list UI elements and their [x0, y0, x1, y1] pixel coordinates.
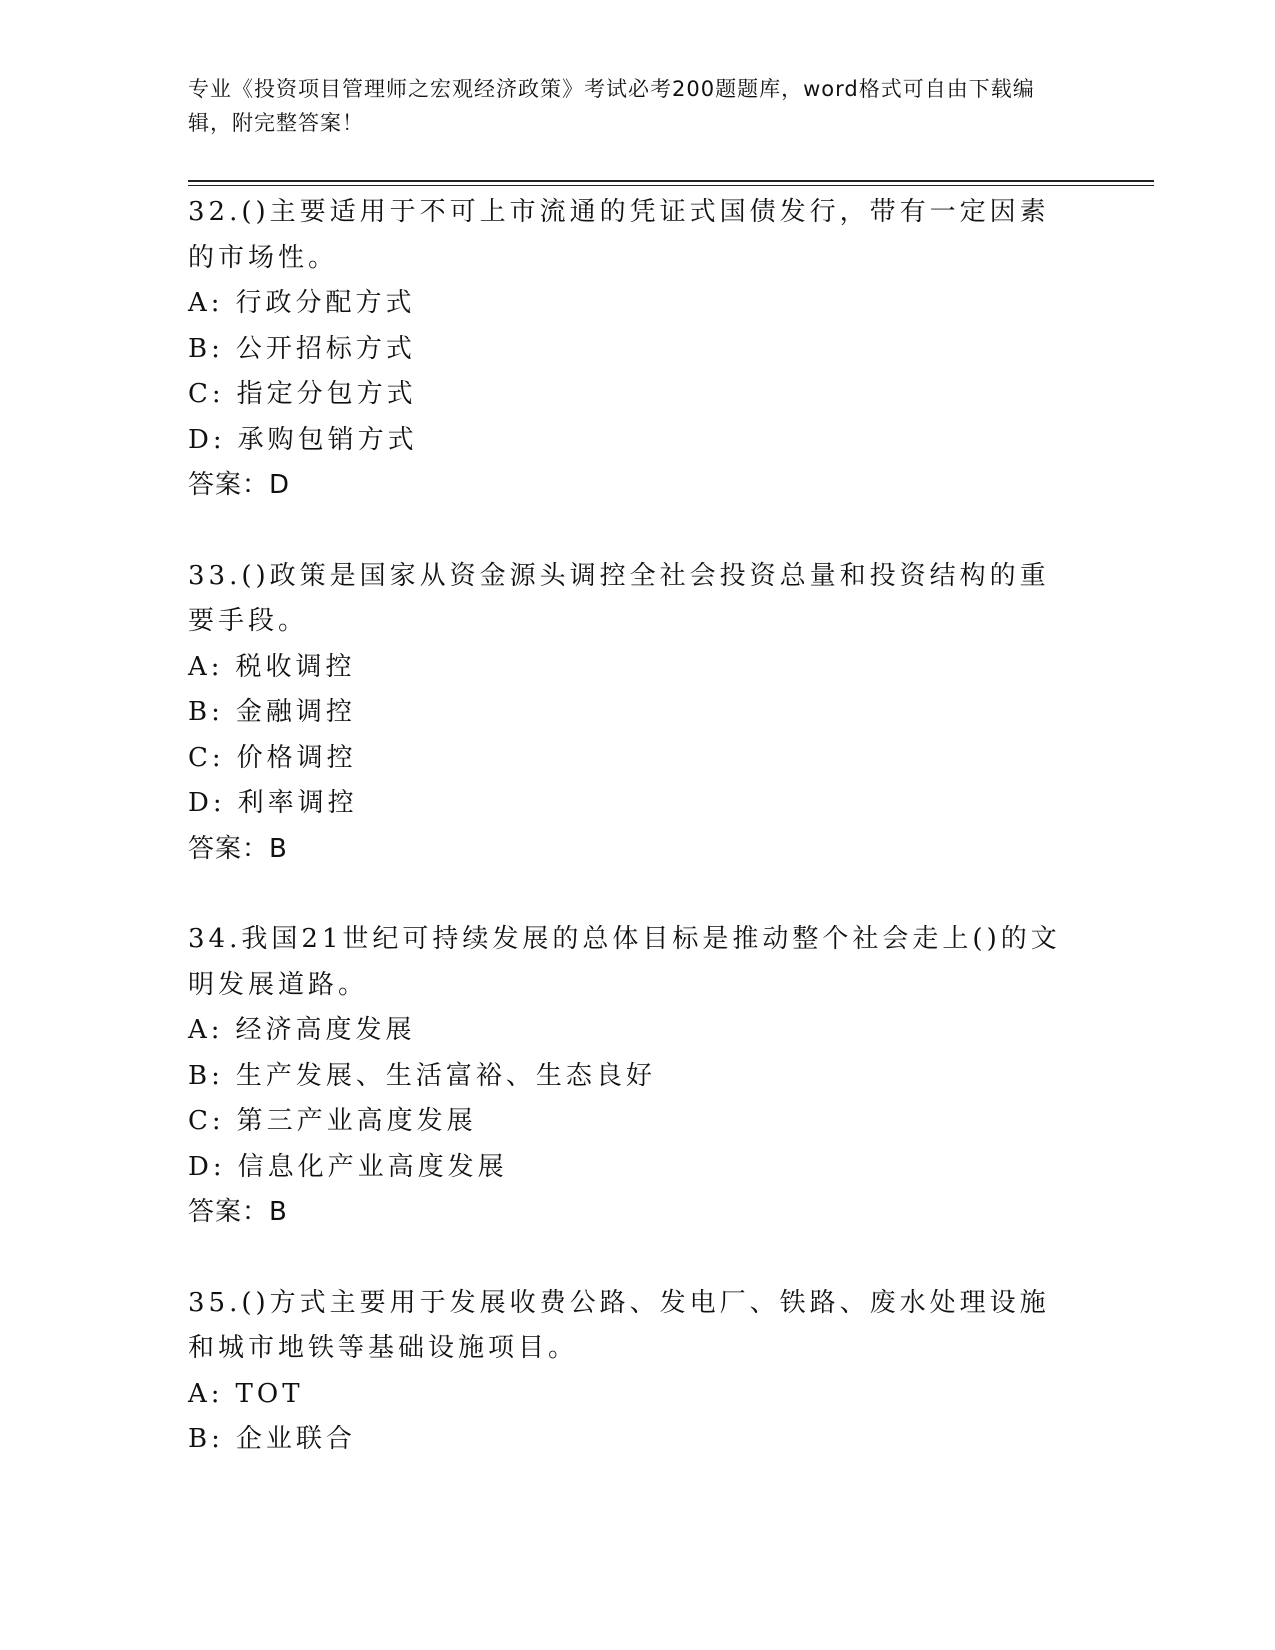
option-d: D: 承购包销方式: [188, 424, 418, 455]
header-divider-thick: [188, 180, 1154, 182]
document-intro: 专业《投资项目管理师之宏观经济政策》考试必考200题题库，word格式可自由下载编辑，附完整答案！: [188, 77, 1035, 135]
option-d: D: 利率调控: [188, 788, 358, 818]
answer-line: 答案：B: [188, 1197, 288, 1227]
answer-line: 答案：B: [188, 833, 288, 864]
question-stem: 35.()方式主要用于发展收费公路、发电厂、铁路、废水处理设施和城市地铁等基础设施项目。: [188, 1287, 1050, 1363]
option-c: C: 价格调控: [188, 742, 357, 773]
option-a: A: 经济高度发展: [188, 1015, 416, 1045]
option-b: B: 公开招标方式: [188, 333, 416, 364]
option-a: A: TOT: [188, 1378, 304, 1409]
option-d: D: 信息化产业高度发展: [188, 1151, 508, 1182]
option-b: B: 企业联合: [188, 1424, 356, 1454]
header-divider-thin: [188, 185, 1154, 186]
question-34: [188, 917, 1088, 1236]
question-list: [188, 190, 1088, 1508]
option-c: C: 第三产业高度发展: [188, 1106, 477, 1136]
question-33: [188, 554, 1088, 873]
question-stem: 32.()主要适用于不可上市流通的凭证式国债发行，带有一定因素的市场性。: [188, 197, 1050, 273]
answer-line: 答案：D: [188, 470, 291, 500]
option-b: B: 生产发展、生活富裕、生态良好: [188, 1060, 656, 1091]
option-c: C: 指定分包方式: [188, 379, 417, 409]
question-32: [188, 190, 1088, 509]
question-stem: 33.()政策是国家从资金源头调控全社会投资总量和投资结构的重要手段。: [188, 560, 1050, 636]
option-a: A: 行政分配方式: [188, 288, 416, 318]
option-a: A: 税收调控: [188, 651, 356, 682]
question-35: [188, 1281, 1088, 1463]
option-b: B: 金融调控: [188, 697, 356, 727]
question-stem: 34.我国21世纪可持续发展的总体目标是推动整个社会走上()的文明发展道路。: [188, 924, 1061, 1000]
